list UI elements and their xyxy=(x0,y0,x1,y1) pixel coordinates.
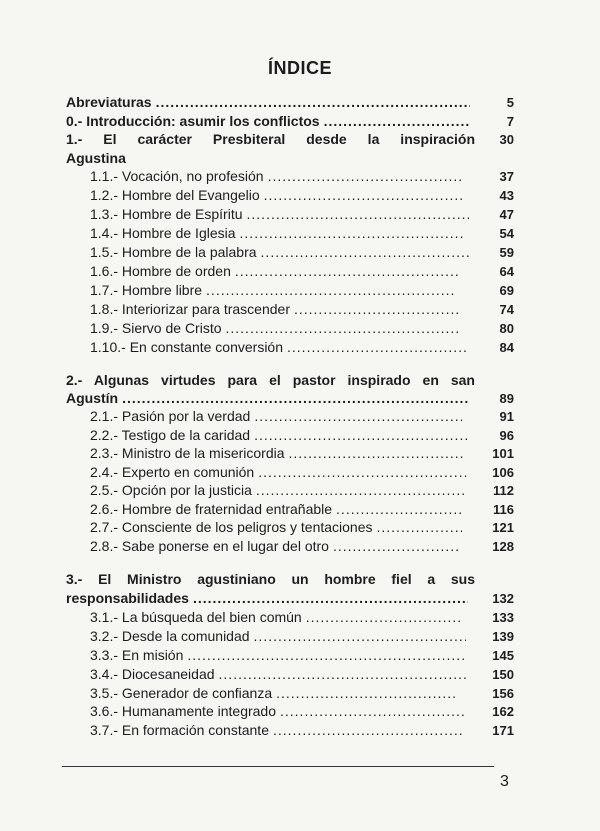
toc-page-number: 116 xyxy=(493,502,514,517)
dot-leader xyxy=(219,666,466,682)
dot-leader xyxy=(289,445,464,461)
toc-entry-abreviaturas xyxy=(66,94,474,110)
toc-entry xyxy=(90,263,463,279)
dot-leader xyxy=(264,187,464,203)
toc-page-number: 7 xyxy=(506,114,514,129)
toc-entry-label: 2.7.- Consciente de los peligros y tentaciones xyxy=(90,519,373,535)
toc-entry xyxy=(90,427,471,443)
toc-page-number: 47 xyxy=(499,207,514,222)
toc-entry xyxy=(90,685,462,701)
toc-entry-label: 2.- Algunas virtudes para el pastor inspirado en san xyxy=(66,372,475,388)
toc-entry-label: 1.9.- Siervo de Cristo xyxy=(90,320,222,336)
toc-page-number: 132 xyxy=(492,591,514,606)
dot-leader xyxy=(268,168,464,184)
toc-entry-label: 1.4.- Hombre de Iglesia xyxy=(90,225,236,241)
toc-page-number: 112 xyxy=(493,483,514,498)
toc-entry-label: 2.2.- Testigo de la caridad xyxy=(90,427,251,443)
toc-page-number: 145 xyxy=(492,648,514,663)
dot-leader xyxy=(235,263,459,279)
toc-entry-label: 1.5.- Hombre de la palabra xyxy=(90,244,257,260)
toc-page-number: 74 xyxy=(499,302,514,317)
toc-page-number: 80 xyxy=(499,321,514,336)
toc-entry-label: 1.8.- Interiorizar para trascender xyxy=(90,301,290,317)
toc-entry-label: 3.5.- Generador de confianza xyxy=(90,685,273,701)
toc-page-number: 150 xyxy=(492,667,514,682)
toc-entry-label: 1.3.- Hombre de Espíritu xyxy=(90,206,243,222)
toc-entry-label: 2.3.- Ministro de la misericordia xyxy=(90,445,285,461)
toc-page-number: 59 xyxy=(499,245,514,260)
toc-entry xyxy=(90,339,471,355)
toc-entry-label: 3.4.- Diocesaneidad xyxy=(90,666,215,682)
dot-leader xyxy=(156,94,470,110)
toc-entry-label: 3.7.- En formación constante xyxy=(90,722,269,738)
toc-entry xyxy=(90,628,470,644)
toc-page-number: 162 xyxy=(492,704,514,719)
toc-entry xyxy=(90,282,460,298)
dot-leader xyxy=(324,113,470,129)
toc-entry xyxy=(90,703,468,719)
toc-entry-label: 1.- El carácter Presbiteral desde la inspiración xyxy=(66,131,475,147)
dot-leader xyxy=(240,225,464,241)
toc-entry-label: 2.5.- Opción por la justicia xyxy=(90,482,252,498)
toc-entry-label: 1.2.- Hombre del Evangelio xyxy=(90,187,260,203)
toc-chapter-1-heading-cont: Agustina xyxy=(66,150,126,166)
dot-leader xyxy=(276,685,458,701)
toc-page-number: 91 xyxy=(499,409,514,424)
toc-entry-label: 3.3.- En misión xyxy=(90,647,184,663)
toc-entry xyxy=(90,320,464,336)
dot-leader xyxy=(254,628,466,644)
toc-entry-label: responsabilidades xyxy=(66,590,189,606)
toc-page-number: 171 xyxy=(492,723,514,738)
dot-leader xyxy=(187,647,466,663)
dot-leader xyxy=(258,464,466,480)
toc-page-number: 96 xyxy=(499,428,514,443)
dot-leader xyxy=(206,282,456,298)
toc-entry-label: 2.1.- Pasión por la verdad xyxy=(90,408,251,424)
toc-entry xyxy=(90,187,468,203)
toc-page-number: 43 xyxy=(499,188,514,203)
toc-page-number: 101 xyxy=(492,446,514,461)
toc-entry xyxy=(90,666,470,682)
toc-entry xyxy=(90,722,468,738)
dot-leader xyxy=(306,609,462,625)
dot-leader xyxy=(294,301,458,317)
toc-page-number: 106 xyxy=(492,465,514,480)
toc-entry xyxy=(90,464,470,480)
toc-entry-label: 1.7.- Hombre libre xyxy=(90,282,203,298)
toc-page-number: 69 xyxy=(499,283,514,298)
toc-entry-label: 2.4.- Experto en comunión xyxy=(90,464,255,480)
dot-leader xyxy=(377,519,463,535)
toc-page-number: 156 xyxy=(492,686,514,701)
dot-leader xyxy=(254,427,467,443)
dot-leader xyxy=(226,320,461,336)
toc-entry-label: 3.1.- La búsqueda del bien común xyxy=(90,609,302,625)
dot-leader xyxy=(122,390,468,406)
dot-leader xyxy=(254,408,462,424)
toc-entry xyxy=(90,519,466,535)
toc-entry xyxy=(90,244,473,260)
toc-entry xyxy=(90,609,466,625)
toc-entry-label: Agustín xyxy=(66,390,119,406)
toc-page-number: 84 xyxy=(499,340,514,355)
toc-page-number: 128 xyxy=(492,539,514,554)
toc-entry xyxy=(90,301,462,317)
dot-leader xyxy=(247,206,469,222)
dot-leader xyxy=(256,482,466,498)
dot-leader xyxy=(261,244,469,260)
toc-chapter-1-heading xyxy=(66,131,475,147)
toc-entry-label: 1.10.- En constante conversión xyxy=(90,339,284,355)
page-title: ÍNDICE xyxy=(267,58,332,78)
dot-leader xyxy=(273,722,464,738)
toc-entry-introduccion xyxy=(66,113,474,129)
toc-entry-label: 3.- El Ministro agustiniano un hombre fiel a sus xyxy=(66,571,475,587)
toc-page-number: 54 xyxy=(499,226,514,241)
footer-rule xyxy=(62,766,494,767)
toc-entry xyxy=(90,647,470,663)
toc-entry xyxy=(90,168,468,184)
toc-entry-label: 1.6.- Hombre de orden xyxy=(90,263,231,279)
toc-entry-label: 0.- Introducción: asumir los conflictos xyxy=(66,113,320,129)
toc-chapter-2-heading-cont xyxy=(66,390,472,406)
toc-chapter-3-heading-cont xyxy=(66,590,472,606)
toc-entry xyxy=(90,206,473,222)
toc-entry xyxy=(90,225,468,241)
toc-entry xyxy=(90,501,468,517)
toc-entry-label: 3.2.- Desde la comunidad xyxy=(90,628,250,644)
toc-page-number: 64 xyxy=(499,264,514,279)
toc-entry-label: 1.1.- Vocación, no profesión xyxy=(90,168,264,184)
toc-page-number: 121 xyxy=(492,520,514,535)
toc-entry-label: 2.8.- Sabe ponerse en el lugar del otro xyxy=(90,538,329,554)
toc-page-number: 89 xyxy=(499,391,514,406)
toc-page-number: 133 xyxy=(492,610,514,625)
dot-leader xyxy=(336,501,464,517)
toc-entry xyxy=(90,408,466,424)
dot-leader xyxy=(287,339,467,355)
toc-entry xyxy=(90,538,464,554)
toc-entry xyxy=(90,482,470,498)
dot-leader xyxy=(193,590,468,606)
toc-chapter-2-heading xyxy=(66,372,475,388)
toc-page-number: 139 xyxy=(492,629,514,644)
toc-entry-label: 2.6.- Hombre de fraternidad entrañable xyxy=(90,501,333,517)
toc-page-number: 30 xyxy=(499,132,514,147)
toc-chapter-3-heading xyxy=(66,571,475,587)
dot-leader xyxy=(280,703,464,719)
page-number: 3 xyxy=(500,773,509,790)
toc-entry-label: Abreviaturas xyxy=(66,94,152,110)
toc-entry xyxy=(90,445,468,461)
toc-page-number: 5 xyxy=(506,95,514,110)
dot-leader xyxy=(333,538,460,554)
toc-page-number: 37 xyxy=(499,169,514,184)
toc-entry-label: 3.6.- Humanamente integrado xyxy=(90,703,276,719)
